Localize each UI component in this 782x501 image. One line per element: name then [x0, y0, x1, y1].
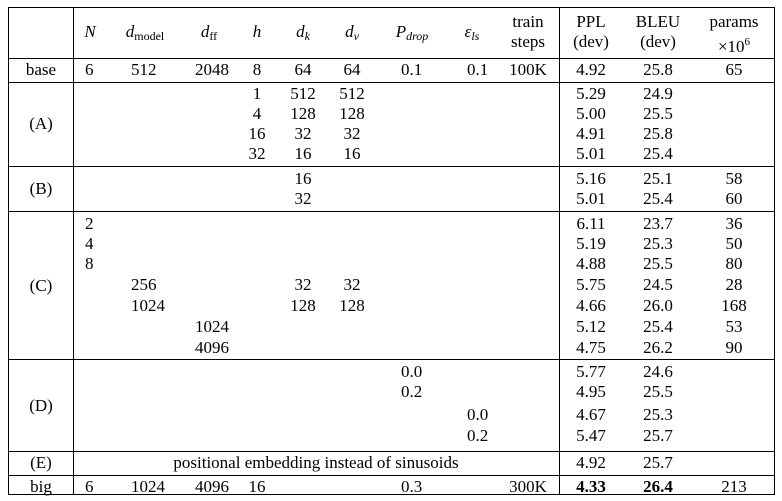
table-cell [279, 254, 327, 274]
table-cell [85, 382, 107, 402]
table-cell: 25.8 [643, 60, 673, 79]
table-cell: 1024 [131, 296, 165, 315]
table-cell: 26.0 [643, 296, 673, 315]
table-cell [131, 362, 183, 382]
header-bleu: BLEU [635, 12, 681, 31]
table-cell [131, 426, 183, 446]
table-cell [9, 317, 73, 337]
table-cell [85, 362, 107, 382]
table-cell [85, 104, 107, 124]
table-cell [327, 426, 377, 446]
table-cell: 25.1 [643, 169, 673, 188]
table-cell [401, 426, 447, 446]
header-N: N [84, 22, 96, 41]
table-cell [195, 426, 235, 446]
table-cell [693, 144, 775, 164]
table-cell [85, 426, 107, 446]
table-cell: 25.4 [643, 189, 673, 208]
table-cell [85, 144, 107, 164]
table-cell: 300K [509, 477, 547, 496]
table-cell [693, 426, 775, 446]
table-cell [131, 104, 183, 124]
table-cell [235, 169, 279, 189]
table-cell [497, 426, 559, 446]
table-cell [401, 104, 447, 124]
table-cell: 6 [85, 60, 94, 79]
table-cell [467, 104, 497, 124]
table-cell: 4 [252, 104, 262, 123]
table-cell: 6.11 [576, 214, 606, 233]
table-cell: 256 [131, 275, 157, 294]
table-cell [235, 426, 279, 446]
table-cell [85, 189, 107, 209]
table-cell: 25.4 [643, 144, 673, 163]
table-cell [131, 338, 183, 358]
row-divider [9, 82, 774, 83]
table-cell [401, 214, 447, 234]
table-cell [195, 296, 235, 316]
table-cell [9, 214, 73, 234]
table-cell [401, 275, 447, 295]
table-cell: 32 [294, 189, 312, 208]
table-cell [327, 254, 377, 274]
table-cell [9, 362, 73, 382]
table-cell [497, 338, 559, 358]
table-cell: 128 [339, 104, 365, 123]
table-cell [401, 84, 447, 104]
table-cell [235, 338, 279, 358]
table-cell: 5.12 [576, 317, 606, 336]
table-cell [467, 214, 497, 234]
table-cell [693, 453, 775, 473]
table-cell: 5.47 [576, 426, 606, 445]
table-cell [279, 234, 327, 254]
table-cell [693, 84, 775, 104]
table-cell: 16 [294, 169, 312, 188]
table-cell: 4.91 [576, 124, 606, 143]
table-cell: 53 [725, 317, 743, 336]
table-cell [195, 382, 235, 402]
table-cell [497, 214, 559, 234]
table-cell: 32 [343, 124, 361, 143]
table-cell [85, 169, 107, 189]
table-cell [467, 362, 497, 382]
table-cell [279, 338, 327, 358]
table-cell: 1 [252, 84, 262, 103]
group-label-B: (B) [29, 179, 53, 198]
table-cell: 0.1 [467, 60, 489, 79]
table-cell [279, 477, 327, 497]
table-cell [131, 382, 183, 402]
header-dk: dk [296, 22, 310, 43]
table-cell: 100K [509, 60, 547, 79]
table-cell [497, 169, 559, 189]
table-cell: 128 [339, 296, 365, 315]
table-cell: 2048 [195, 60, 229, 79]
table-cell: 23.7 [643, 214, 673, 233]
table-cell [279, 405, 327, 425]
table-cell: base [25, 60, 57, 79]
table-cell [693, 362, 775, 382]
table-cell [195, 275, 235, 295]
table-cell [467, 124, 497, 144]
group-label-D: (D) [29, 396, 53, 415]
results-table [8, 7, 775, 495]
table-cell: 28 [725, 275, 743, 294]
table-cell: 4.95 [576, 382, 606, 401]
table-cell [497, 254, 559, 274]
table-cell: 4.88 [576, 254, 606, 273]
table-cell: 16 [248, 477, 266, 496]
table-cell: 4.67 [576, 405, 606, 424]
table-cell [235, 317, 279, 337]
table-cell [401, 338, 447, 358]
table-cell: 4.92 [576, 60, 606, 79]
table-cell: 128 [290, 296, 316, 315]
header-eps-ls: εls [464, 22, 480, 43]
table-cell: 80 [725, 254, 743, 273]
table-cell [131, 189, 183, 209]
table-cell [235, 275, 279, 295]
table-cell: 5.01 [576, 144, 606, 163]
table-cell: 58 [725, 169, 743, 188]
table-cell [235, 362, 279, 382]
row-divider [9, 58, 774, 59]
table-cell: 4096 [195, 338, 229, 357]
table-cell [131, 124, 183, 144]
table-cell [327, 477, 377, 497]
table-cell: 8 [85, 254, 94, 273]
table-cell [497, 124, 559, 144]
table-cell [9, 426, 73, 446]
table-cell [401, 296, 447, 316]
table-cell [497, 296, 559, 316]
table-cell: 32 [343, 275, 361, 294]
table-cell: 4.92 [576, 453, 606, 472]
table-cell [467, 317, 497, 337]
table-cell [235, 382, 279, 402]
table-cell [279, 362, 327, 382]
table-cell [497, 144, 559, 164]
table-cell [131, 84, 183, 104]
table-cell: 1024 [131, 477, 165, 496]
header-steps: steps [511, 32, 545, 51]
table-cell [467, 234, 497, 254]
table-cell [497, 104, 559, 124]
row-divider [9, 475, 774, 476]
header-bleu-dev: (dev) [640, 32, 676, 51]
table-cell [235, 234, 279, 254]
header-dv: dv [345, 22, 359, 43]
table-cell: 0.2 [401, 382, 423, 401]
table-cell [85, 338, 107, 358]
group-label-C: (C) [29, 276, 53, 295]
table-cell [467, 169, 497, 189]
table-cell [497, 317, 559, 337]
table-cell [85, 84, 107, 104]
table-cell [85, 124, 107, 144]
table-cell [497, 382, 559, 402]
table-cell [693, 124, 775, 144]
row-divider [9, 211, 774, 212]
table-cell [401, 317, 447, 337]
header-ppl: PPL [576, 12, 606, 31]
table-cell: 16 [294, 144, 312, 163]
table-cell [467, 275, 497, 295]
table-cell [195, 189, 235, 209]
table-cell [195, 254, 235, 274]
table-cell: 25.8 [643, 124, 673, 143]
col-divider [73, 8, 74, 494]
table-cell: 4.66 [576, 296, 606, 315]
table-cell: 16 [248, 124, 266, 143]
table-cell: 512 [131, 60, 157, 79]
table-cell [327, 234, 377, 254]
table-cell [497, 84, 559, 104]
table-cell [195, 214, 235, 234]
table-cell: 5.16 [576, 169, 606, 188]
table-cell [467, 144, 497, 164]
table-cell [327, 189, 377, 209]
table-cell: 25.7 [643, 426, 673, 445]
table-cell: 4 [85, 234, 94, 253]
table-cell: 32 [294, 124, 312, 143]
header-train: train [512, 12, 544, 31]
table-cell: 512 [290, 84, 316, 103]
table-cell [9, 338, 73, 358]
table-cell: 26.2 [643, 338, 673, 357]
table-cell [85, 317, 107, 337]
table-cell [401, 189, 447, 209]
table-cell: 36 [725, 214, 743, 233]
table-cell [131, 405, 183, 425]
table-cell [235, 214, 279, 234]
header-dmodel: $d_{model}$ [125, 22, 165, 43]
header-h: h [252, 22, 262, 41]
table-cell [195, 84, 235, 104]
table-cell [9, 144, 73, 164]
header-params: params [709, 12, 759, 31]
table-cell: 60 [725, 189, 743, 208]
table-cell [195, 124, 235, 144]
table-cell: 25.3 [643, 234, 673, 253]
table-cell: 512 [339, 84, 365, 103]
table-cell [497, 189, 559, 209]
table-cell [279, 317, 327, 337]
table-cell: 24.6 [643, 362, 673, 381]
table-cell: 8 [252, 60, 262, 79]
table-cell: 0.0 [401, 362, 423, 381]
table-cell [9, 234, 73, 254]
table-cell: 25.7 [643, 453, 673, 472]
table-cell [9, 84, 73, 104]
table-cell [195, 362, 235, 382]
table-cell [131, 214, 183, 234]
group-label-E: (E) [30, 453, 52, 472]
table-cell [131, 234, 183, 254]
table-cell [131, 317, 183, 337]
table-cell [401, 234, 447, 254]
table-cell [9, 254, 73, 274]
table-cell: 5.77 [576, 362, 606, 381]
table-cell [467, 477, 497, 497]
table-cell [279, 382, 327, 402]
table-cell: 6 [85, 477, 94, 496]
table-cell [497, 405, 559, 425]
table-cell [497, 234, 559, 254]
table-cell [195, 234, 235, 254]
table-cell: 4.75 [576, 338, 606, 357]
table-cell: 5.19 [576, 234, 606, 253]
e-note: positional embedding instead of sinusoids [173, 453, 459, 472]
table-cell [9, 296, 73, 316]
table-cell: 24.5 [643, 275, 673, 294]
table-cell [235, 296, 279, 316]
table-cell [85, 296, 107, 316]
table-cell [693, 104, 775, 124]
table-cell: 0.3 [401, 477, 423, 496]
table-cell [401, 254, 447, 274]
table-cell [327, 382, 377, 402]
table-cell [401, 169, 447, 189]
table-cell [497, 362, 559, 382]
table-cell [279, 214, 327, 234]
table-cell: 4096 [195, 477, 229, 496]
table-cell [85, 275, 107, 295]
table-cell [497, 275, 559, 295]
table-cell [195, 169, 235, 189]
table-cell: 5.00 [576, 104, 606, 123]
table-cell: 50 [725, 234, 743, 253]
table-cell [131, 144, 183, 164]
table-cell [467, 338, 497, 358]
row-divider [9, 359, 774, 360]
table-cell: 0.0 [467, 405, 489, 424]
table-cell [401, 405, 447, 425]
table-cell: 32 [248, 144, 266, 163]
table-cell [235, 405, 279, 425]
table-cell: 128 [290, 104, 316, 123]
table-cell [327, 362, 377, 382]
table-cell: big [30, 477, 52, 496]
header-dff: $d_{ff}$ [200, 22, 218, 43]
table-cell [195, 405, 235, 425]
table-cell [235, 254, 279, 274]
table-cell [327, 405, 377, 425]
row-divider [9, 166, 774, 167]
table-cell: 32 [294, 275, 312, 294]
table-cell: 25.3 [643, 405, 673, 424]
table-cell [467, 382, 497, 402]
table-cell: 168 [721, 296, 747, 315]
table-cell [693, 382, 775, 402]
table-cell [693, 405, 775, 425]
table-cell: 25.5 [643, 104, 673, 123]
table-cell [131, 254, 183, 274]
header-pdrop: Pdrop [395, 22, 429, 43]
table-cell [401, 124, 447, 144]
table-cell: 26.4 [643, 477, 673, 496]
table-cell [327, 317, 377, 337]
table-cell [85, 405, 107, 425]
table-cell [401, 144, 447, 164]
table-cell: 25.5 [643, 382, 673, 401]
table-cell: 1024 [195, 317, 229, 336]
table-cell: 25.4 [643, 317, 673, 336]
table-cell [131, 169, 183, 189]
table-cell: 0.2 [467, 426, 489, 445]
table-cell [235, 189, 279, 209]
table-cell [467, 84, 497, 104]
table-cell [467, 189, 497, 209]
table-cell [327, 338, 377, 358]
table-cell [467, 254, 497, 274]
table-cell [195, 104, 235, 124]
table-cell: 64 [343, 60, 361, 79]
table-cell: 2 [85, 214, 94, 233]
table-cell: 5.29 [576, 84, 606, 103]
table-cell: 25.5 [643, 254, 673, 273]
table-cell [279, 426, 327, 446]
table-cell: 16 [343, 144, 361, 163]
table-cell: 0.1 [401, 60, 423, 79]
table-cell [195, 144, 235, 164]
table-cell: 213 [721, 477, 747, 496]
group-label-A: (A) [29, 114, 53, 133]
header-params-scale: $\times 10^6$ [717, 36, 751, 56]
row-divider [9, 451, 774, 452]
table-cell [467, 296, 497, 316]
table-cell: 90 [725, 338, 743, 357]
table-cell: 5.01 [576, 189, 606, 208]
table-cell [327, 169, 377, 189]
table-cell: 4.33 [576, 477, 606, 496]
header-ppl-dev: (dev) [573, 32, 609, 51]
table-cell: 24.9 [643, 84, 673, 103]
table-cell: 65 [725, 60, 743, 79]
table-cell [327, 214, 377, 234]
table-cell: 64 [294, 60, 312, 79]
table-cell: 5.75 [576, 275, 606, 294]
